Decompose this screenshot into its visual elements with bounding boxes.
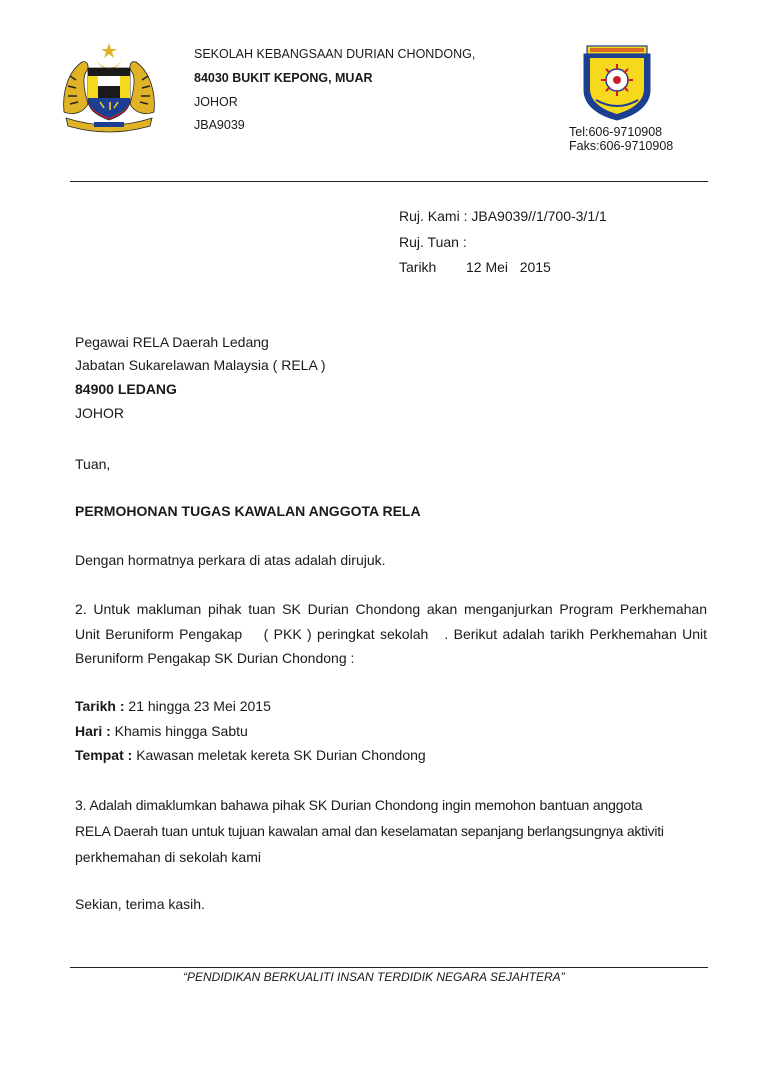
- telephone-number: Tel:606-9710908: [569, 125, 663, 139]
- camp-day-label: Hari :: [75, 723, 111, 739]
- our-reference: Ruj. Kami : JBA9039//1/700-3/1/1: [399, 208, 607, 224]
- paragraph-2-line-2: Unit Beruniform Pengakap ( PKK ) peringkat sekolah . Berikut adalah tarikh Perkhemahan Unit: [75, 626, 707, 642]
- camp-date-label: Tarikh :: [75, 698, 125, 714]
- camp-date-line: [75, 697, 271, 715]
- camp-date-value: 21 hingga 23 Mei 2015: [124, 698, 271, 714]
- paragraph-2-line-1: 2. Untuk makluman pihak tuan SK Durian Chondong akan menganjurkan Program Perkhemahan: [75, 601, 707, 617]
- school-badge-logo: [578, 42, 656, 122]
- paragraph-3-line-2: RELA Daerah tuan untuk tujuan kawalan amal dan keselamatan sepanjang berlangsungnya aktiviti: [75, 823, 664, 839]
- date-label: Tarikh: [399, 259, 437, 275]
- footer-divider: [70, 967, 708, 968]
- camp-place-value: Kawasan meletak kereta SK Durian Chondong: [132, 747, 426, 763]
- school-address: 84030 BUKIT KEPONG, MUAR: [194, 71, 373, 85]
- school-name: SEKOLAH KEBANGSAAN DURIAN CHONDONG,: [194, 47, 476, 61]
- camp-place-label: Tempat :: [75, 747, 133, 763]
- paragraph-1: Dengan hormatnya perkara di atas adalah dirujuk.: [75, 552, 386, 568]
- closing-remark: Sekian, terima kasih.: [75, 896, 205, 912]
- camp-day-line: [75, 722, 248, 740]
- recipient-line-2: Jabatan Sukarelawan Malaysia ( RELA ): [75, 357, 326, 373]
- paragraph-3-line-3: perkhemahan di sekolah kami: [75, 849, 261, 865]
- recipient-line-3: 84900 LEDANG: [75, 381, 177, 397]
- your-reference: Ruj. Tuan :: [399, 234, 467, 250]
- paragraph-2-line-3: Beruniform Pengakap SK Durian Chondong :: [75, 650, 355, 666]
- salutation: Tuan,: [75, 456, 111, 472]
- camp-day-value: Khamis hingga Sabtu: [110, 723, 248, 739]
- school-code: JBA9039: [194, 118, 245, 132]
- camp-place-line: [75, 746, 426, 764]
- footer-motto: “PENDIDIKAN BERKUALITI INSAN TERDIDIK NEGARA SEJAHTERA”: [183, 970, 565, 984]
- school-state: JOHOR: [194, 95, 238, 109]
- date-value: 12 Mei 2015: [466, 259, 551, 275]
- fax-number: Faks:606-9710908: [569, 139, 674, 153]
- recipient-line-4: JOHOR: [75, 405, 124, 421]
- recipient-line-1: Pegawai RELA Daerah Ledang: [75, 334, 269, 350]
- paragraph-3-line-1: 3. Adalah dimaklumkan bahawa pihak SK Durian Chondong ingin memohon bantuan anggota: [75, 797, 643, 813]
- letter-subject: PERMOHONAN TUGAS KAWALAN ANGGOTA RELA: [75, 503, 421, 519]
- header-divider: [70, 181, 708, 182]
- coat-of-arms-logo: [60, 42, 158, 134]
